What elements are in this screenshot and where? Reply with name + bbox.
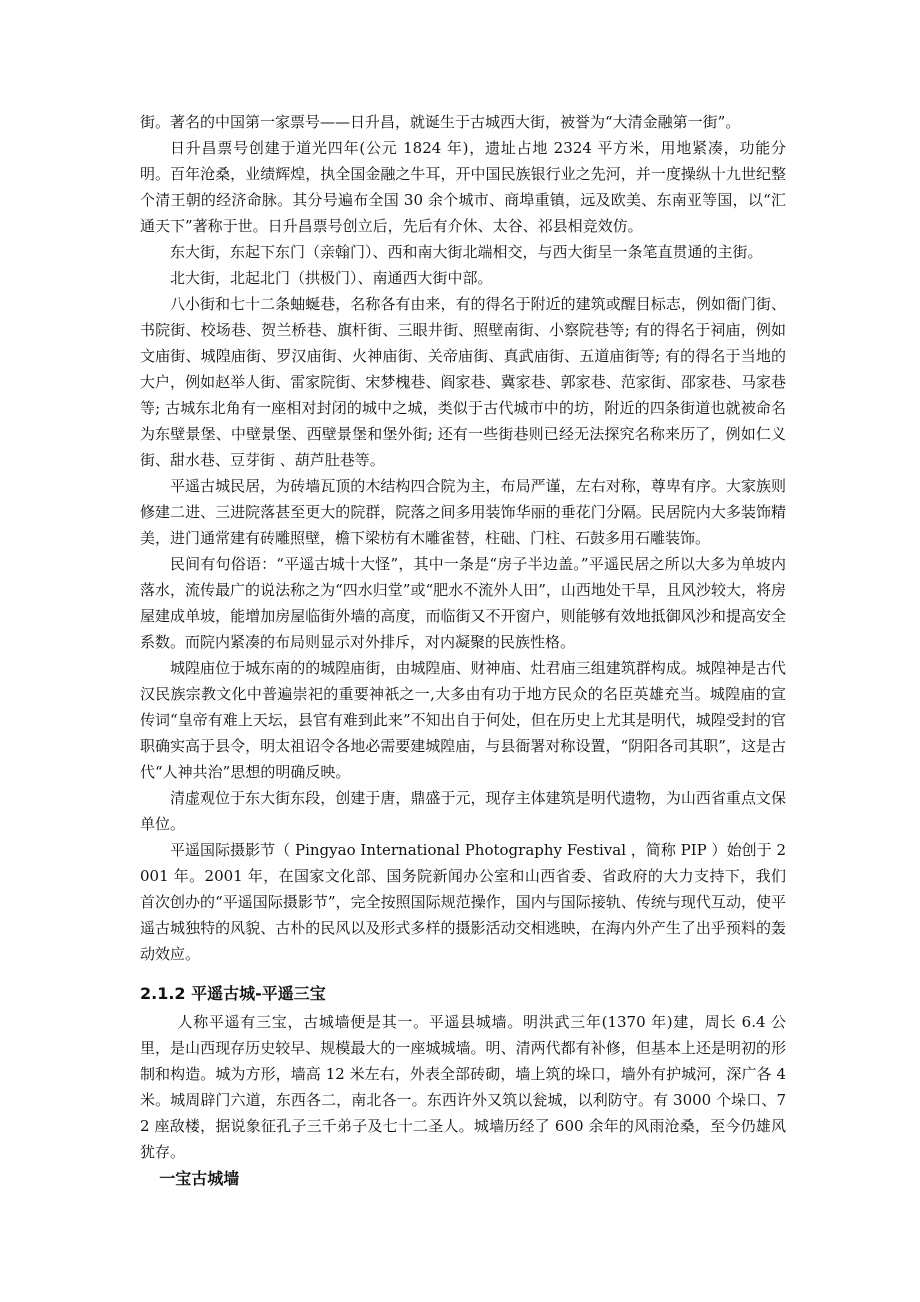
paragraph-north-street: 北大街，北起北门（拱极门）、南通西大街中部。 [170,269,493,287]
paragraph-photo-festival: 平遥国际摄影节（ Pingyao International Photography Festival ，简称 PIP ）始创于 2001 年。2001 年，在国家文化部、国务院新闻办公室和山西省委、省政府的大力支持下，我们首次创办的“平遥国际摄影节”，完全按照国际规范操作，国内与国际接轨、传统与现代互动，使平遥古城独特的风貌、古朴的民风以及形式多样的摄影活动交相逃映，在海内外产生了出乎预料的轰动效应。 [140,841,786,963]
paragraph-dwellings: 平遥古城民居，为砖墙瓦顶的木结构四合院为主，布局严谨，左右对称，尊卑有序。大家族则修建二进、三进院落甚至更大的院群，院落之间多用装饰华丽的垂花门分隔。民居院内大多装饰精美，进门通常建有砖雕照壁，檐下梁枋有木雕雀替，柱础、门柱、石鼓多用石雕装饰。 [140,477,786,547]
paragraph-lanes: 八小街和七十二条蚰蜒巷，名称各有由来，有的得名于附近的建筑或醒目标志，例如衙门街、书院街、校场巷、贺兰桥巷、旗杆街、三眼井街、照壁南街、小察院巷等; 有的得名于祠庙，例如文庙街、城隍庙街、罗汉庙街、火神庙街、关帝庙街、真武庙街、五道庙街等; 有的得名于当地的大户，例如赵举人街、雷家院街、宋梦槐巷、阎家巷、冀家巷、郭家巷、范家街、邵家巷、马家巷等; 古城东北角有一座相对封闭的城中之城，类似于古代城市中的坊，附近的四条街道也就被命名为东壁景堡、中壁景堡、西壁景堡和堡外街; 还有一些街巷则已经无法探究名称来历了，例如仁义街、甜水巷、豆芽街 、葫芦肚巷等。 [140,295,786,469]
subheading-city-wall: 一宝古城墙 [159,1169,240,1188]
paragraph-east-street: 东大街，东起下东门（亲翰门）、西和南大街北端相交，与西大街呈一条笔直贯通的主街。 [170,243,763,261]
paragraph-folk-saying: 民间有句俗语：“平遥古城十大怪”，其中一条是“房子半边盖。”平遥民居之所以大多为单坡内落水，流传最广的说法称之为“四水归堂”或“肥水不流外人田”，山西地处干旱，且风沙较大，将房屋建成单坡，能增加房屋临街外墙的高度，而临街又不开窗户，则能够有效地抵御风沙和提高安全系数。而院内紧凑的布局则显示对外排斥，对内凝聚的民族性格。 [140,555,786,651]
section-heading: 2.1.2 平遥古城-平遥三宝 [140,984,326,1003]
paragraph-rishengchang: 日升昌票号创建于道光四年(公元 1824 年)，遗址占地 2324 平方米，用地紧凑，功能分明。百年沧桑，业绩辉煌，执全国金融之牛耳，开中国民族银行业之先河，并一度操纵十九世纪整个清王朝的经济命脉。其分号遍布全国 30 余个城市、商埠重镇，远及欧美、东南亚等国，以“汇通天下”著称于世。日升昌票号创立后，先后有介休、太谷、祁县相竞效仿。 [140,139,786,235]
paragraph-qingxu-temple: 清虚观位于东大街东段，创建于唐，鼎盛于元，现存主体建筑是明代遗物，为山西省重点文保单位。 [140,789,786,833]
paragraph-city-god-temple: 城隍庙位于城东南的的城隍庙街，由城隍庙、财神庙、灶君庙三组建筑群构成。城隍神是古代汉民族宗教文化中普遍崇祀的重要神祇之一,大多由有功于地方民众的名臣英雄充当。城隍庙的宣传词“皇帝有难上天坛，县官有难到此来”不知出自于何处，但在历史上尤其是明代，城隍受封的官职确实高于县令，明太祖诏令各地必需要建城隍庙，与县衙署对称设置，“阴阳各司其职”，这是古代“人神共治”思想的明确反映。 [140,659,786,781]
paragraph-city-wall: 人称平遥有三宝，古城墙便是其一。平遥县城墙。明洪武三年(1370 年)建，周长 6.4 公里，是山西现存历史较早、规模最大的一座城城墙。明、清两代都有补修，但基本上还是明初的形制和构造。城为方形，墙高 12 米左右，外表全部砖砌，墙上筑的垛口，墙外有护城河，深广各 4 米。城周辟门六道，东西各二，南北各一。东西许外又筑以瓮城，以利防守。有 3000 个垛口、72 座敌楼，据说象征孔子三千弟子及七十二圣人。城墙历经了 600 余年的风雨沧桑，至今仍雄风犹存。 [140,1013,786,1161]
paragraph-west-street-end: 街。著名的中国第一家票号——日升昌，就诞生于古城西大街，被誉为“大清金融第一街”。 [140,113,741,131]
